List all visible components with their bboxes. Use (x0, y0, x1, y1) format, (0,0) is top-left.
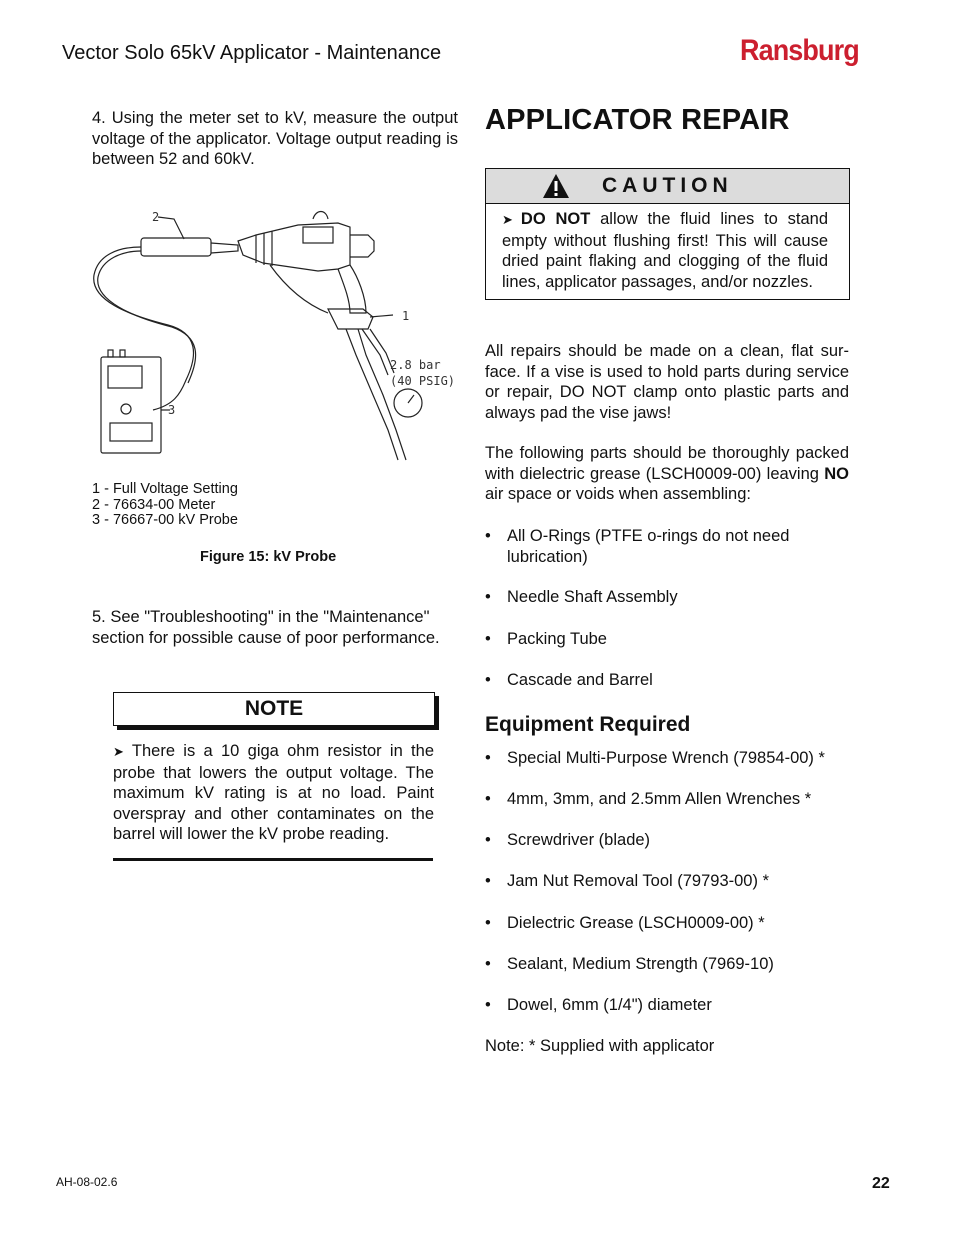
pressure-label-bar: 2.8 bar (390, 358, 441, 372)
brand-logo: Ransburg (740, 34, 859, 67)
page-header-title: Vector Solo 65kV Applicator - Maintenance (62, 42, 442, 64)
applicator-rear (350, 235, 374, 257)
note-text (113, 741, 434, 845)
caution-text (502, 209, 828, 292)
repair-paragraph-2 (485, 443, 849, 505)
note-body: There is a 10 giga ohm resistor in the probe that lowers the output voltage. The maximum kV rating is at no load. Paint overspray and other contaminates on the barrel will lower the kV probe reading. (113, 742, 434, 843)
applicator-hook (313, 212, 328, 220)
legend-item: 3 - 76667-00 kV Probe (92, 512, 238, 528)
applicator-label (303, 227, 333, 243)
para2-end: air space or voids when assembling: (485, 485, 751, 503)
callout-1: 1 (402, 309, 410, 323)
probe-tip (211, 243, 238, 253)
document-id: AH-08-02.6 (56, 1175, 118, 1189)
section-heading: APPLICATOR REPAIR (485, 104, 790, 136)
repair-paragraph-1: All repairs should be made on a clean, flat sur-face. If a vise is used to hold parts during service or repair, DO NOT clamp onto plastic parts and always pad the vise jaws! (485, 342, 849, 422)
air-hose (346, 329, 398, 460)
legend-item: 2 - 76634-00 Meter (92, 496, 216, 513)
warning-triangle-icon (542, 173, 570, 199)
probe-cable (94, 247, 194, 410)
meter-dial (121, 404, 131, 414)
equipment-heading: Equipment Required (485, 713, 691, 736)
pressure-label-psig: (40 PSIG) (390, 374, 456, 388)
figure-caption: Figure 15: kV Probe (200, 549, 337, 565)
callout-2: 2 (152, 210, 160, 224)
probe-body (141, 238, 211, 256)
callout-3: 3 (168, 403, 176, 417)
caution-box (485, 168, 850, 300)
note-bottom-rule (113, 858, 433, 861)
figure-legend (92, 482, 238, 529)
arrow-bullet-icon: ➤ (502, 212, 513, 227)
caution-header (486, 169, 849, 204)
legend-item: 1 - Full Voltage Setting (92, 481, 238, 497)
meter-display (108, 366, 142, 388)
note-header: NOTE (113, 692, 435, 726)
caution-body: allow the fluid lines to stand empty without flushing first! This will cause dried paint flaking and clogging of the fluid lines, applicator passages, and/or nozzles. (502, 210, 828, 291)
applicator-handle (338, 265, 366, 313)
page-number: 22 (872, 1175, 890, 1192)
arrow-bullet-icon: ➤ (113, 744, 124, 759)
para2-start: The following parts should be thoroughly packed with dielectric grease (LSCH0009-00) leaving (485, 444, 849, 483)
kv-probe-figure (88, 205, 468, 475)
step-4-text: 4. Using the meter set to kV, measure the output voltage of the applicator. Voltage output reading is between 52 and 60kV. (92, 109, 458, 168)
caution-title: CAUTION (602, 174, 733, 197)
caution-bold-lead: DO NOT (520, 210, 591, 228)
footnote: Note: * Supplied with applicator (485, 1037, 715, 1055)
para2-bold: NO (824, 464, 849, 483)
trigger (270, 265, 328, 313)
step-5-text: 5. See "Troubleshooting" in the "Maintenance" section for possible cause of poor performance. (92, 608, 440, 647)
